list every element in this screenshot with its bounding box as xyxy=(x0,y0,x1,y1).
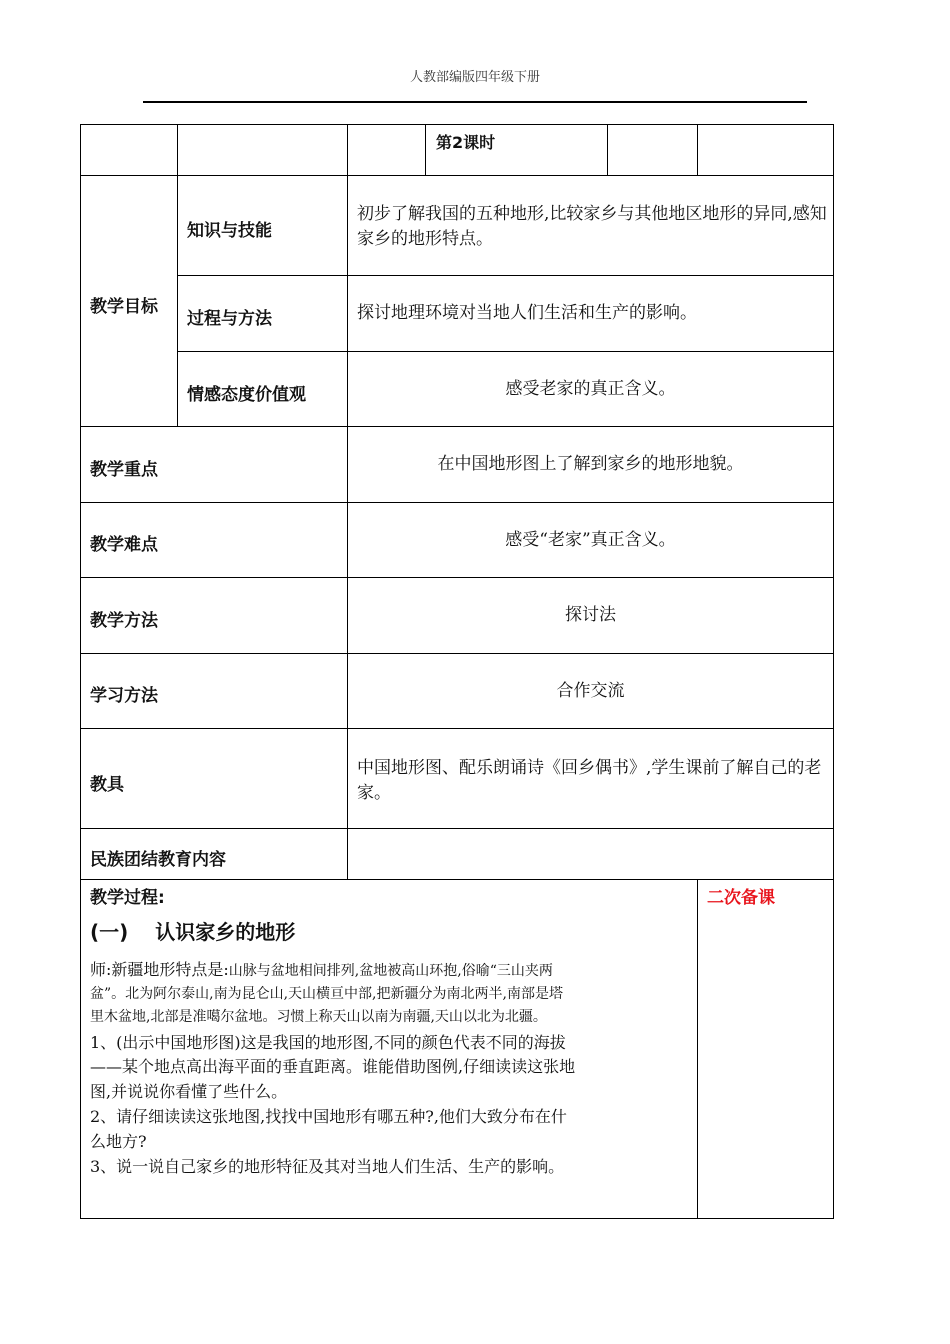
row-divider xyxy=(80,728,834,729)
row-divider xyxy=(80,175,834,176)
table-border-right xyxy=(833,124,834,1218)
objectives-label: 教学目标 xyxy=(90,297,158,317)
objective-label-attitude: 情感态度价值观 xyxy=(187,385,306,405)
difficulty-label: 教学难点 xyxy=(90,535,158,555)
teacher-intro-prefix: 师:新疆地形特点是: xyxy=(90,960,229,979)
lesson-number: 第2课时 xyxy=(436,133,496,152)
page-header: 人教部编版四年级下册 xyxy=(409,70,540,85)
ethnic-unity-label: 民族团结教育内容 xyxy=(90,850,226,870)
objective-text-process: 探讨地理环境对当地人们生活和生产的影响。 xyxy=(357,303,697,323)
row-divider xyxy=(80,426,834,427)
teaching-method-text: 探讨法 xyxy=(565,605,616,625)
row-divider xyxy=(80,502,834,503)
row-divider xyxy=(80,879,834,880)
objective-text-attitude: 感受老家的真正含义。 xyxy=(505,379,676,399)
column-divider xyxy=(177,124,178,426)
process-line: 么地方? xyxy=(90,1132,147,1151)
teaching-method-label: 教学方法 xyxy=(90,611,158,631)
column-divider xyxy=(697,879,698,1218)
objective-text-knowledge: 初步了解我国的五种地形,比较家乡与其他地区地形的异同,感知家乡的地形特点。 xyxy=(357,204,827,249)
key-point-label: 教学重点 xyxy=(90,460,158,480)
column-divider xyxy=(347,124,348,879)
column-divider xyxy=(697,124,698,175)
process-label: 教学过程: xyxy=(90,888,165,908)
table-border-top xyxy=(80,124,834,125)
process-line: 1、(出示中国地形图)这是我国的地形图,不同的颜色代表不同的海拔 xyxy=(90,1033,566,1052)
table-border-left xyxy=(80,124,81,1218)
process-line: 3、说一说自己家乡的地形特征及其对当地人们生活、生产的影响。 xyxy=(90,1157,565,1176)
tools-text: 中国地形图、配乐朗诵诗《回乡偶书》,学生课前了解自己的老家。 xyxy=(357,758,822,803)
process-line: ——某个地点高出海平面的垂直距离。谁能借助图例,仔细读读这张地 xyxy=(90,1057,576,1076)
row-divider xyxy=(80,653,834,654)
tools-label: 教具 xyxy=(90,775,124,795)
second-preparation-label: 二次备课 xyxy=(707,888,775,908)
objective-label-process: 过程与方法 xyxy=(187,309,272,329)
learning-method-label: 学习方法 xyxy=(90,686,158,706)
column-divider xyxy=(607,124,608,175)
key-point-text: 在中国地形图上了解到家乡的地形地貌。 xyxy=(437,454,744,474)
process-line: 2、请仔细读读这张地图,找找中国地形有哪五种?,他们大致分布在什 xyxy=(90,1107,567,1126)
header-divider xyxy=(143,101,807,103)
learning-method-text: 合作交流 xyxy=(556,681,625,701)
teacher-intro-rest: 山脉与盆地相间排列,盆地被高山环抱,俗喻“三山夹两 xyxy=(228,963,553,979)
process-line: 盆”。北为阿尔泰山,南为昆仑山,天山横亘中部,把新疆分为南北两半,南部是塔 xyxy=(90,986,563,1002)
section-title: (一) 认识家乡的地形 xyxy=(90,920,296,944)
row-divider xyxy=(177,275,834,276)
table-border-bottom xyxy=(80,1218,834,1219)
process-intro-line xyxy=(90,958,694,983)
row-divider xyxy=(80,828,834,829)
process-line: 里木盆地,北部是准噶尔盆地。习惯上称天山以南为南疆,天山以北为北疆。 xyxy=(90,1009,547,1025)
difficulty-text: 感受“老家”真正含义。 xyxy=(505,530,676,550)
objective-label-knowledge: 知识与技能 xyxy=(187,221,272,241)
row-divider xyxy=(177,351,834,352)
process-line: 图,并说说你看懂了些什么。 xyxy=(90,1082,288,1101)
column-divider xyxy=(425,124,426,175)
row-divider xyxy=(80,577,834,578)
